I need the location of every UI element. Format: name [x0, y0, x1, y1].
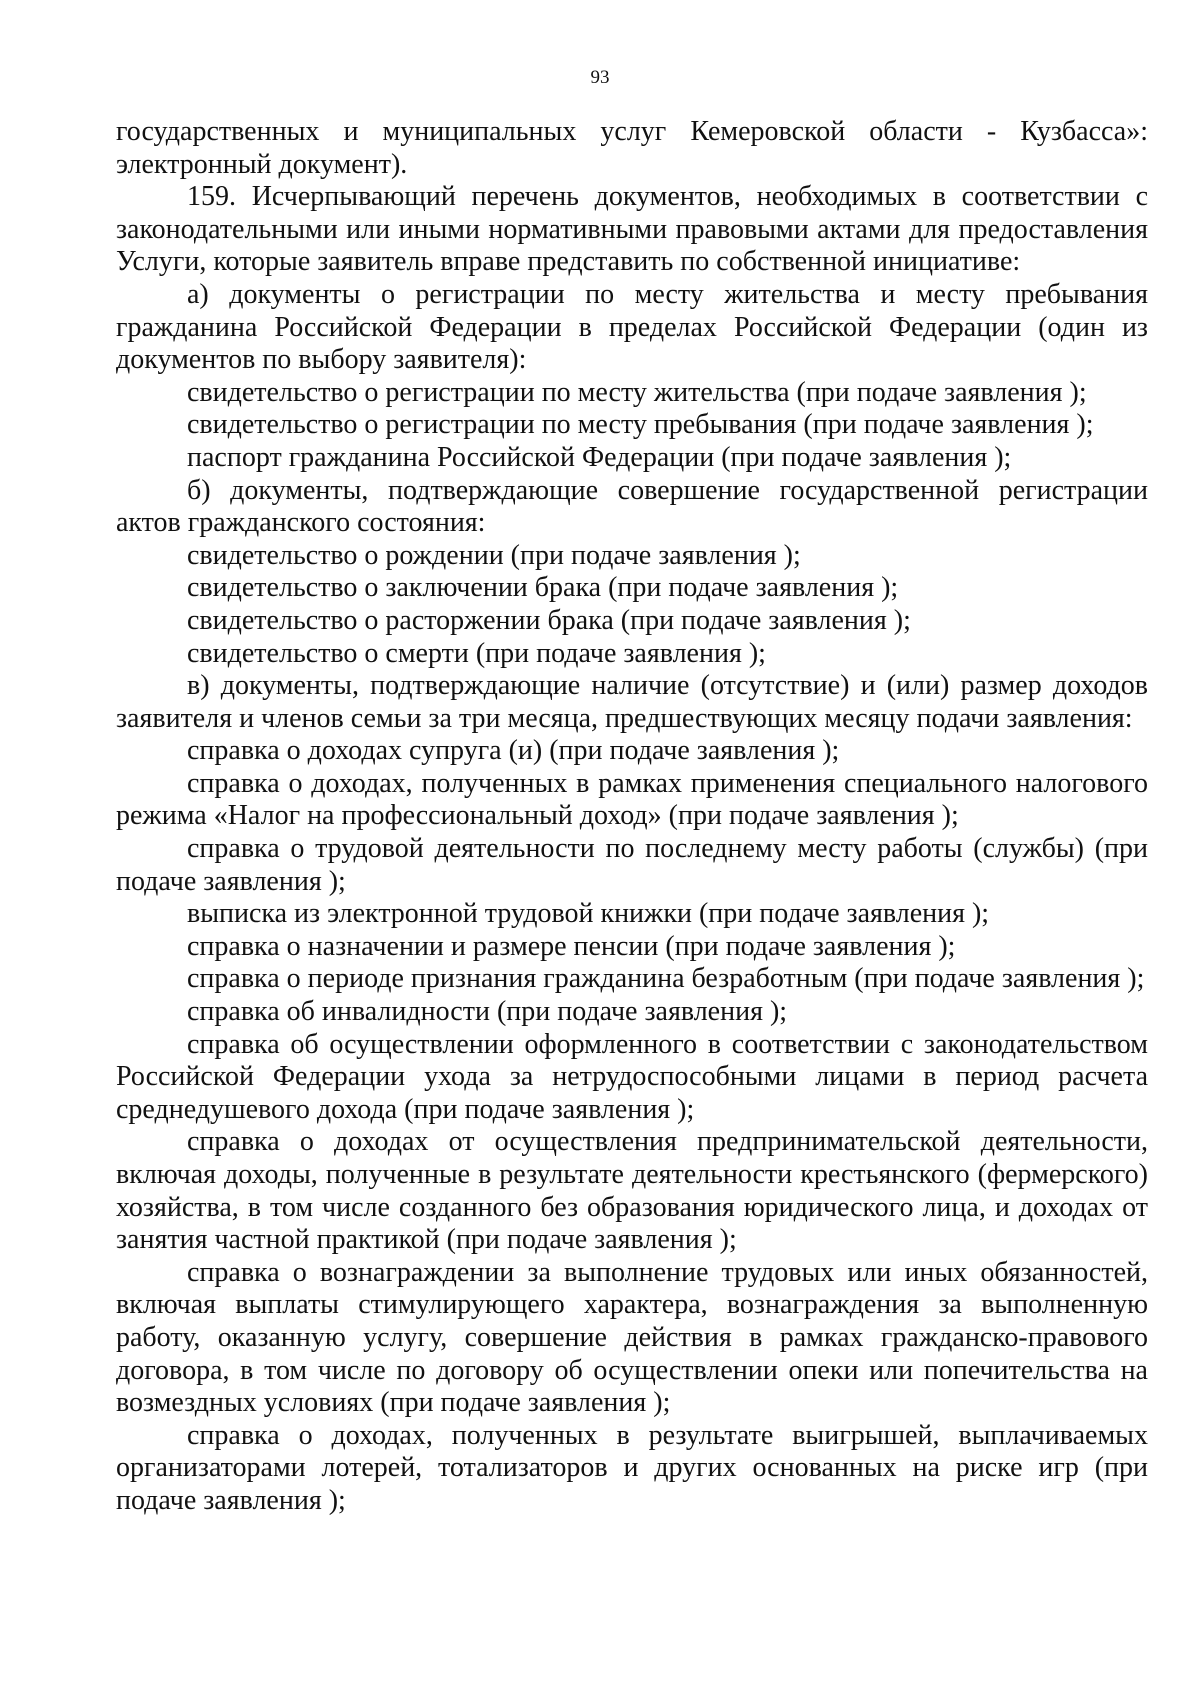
paragraph: справка об осуществлении оформленного в соответствии с законодательством Российской Федерации ухода за нетрудоспособными лицами в период расчета среднедушевого дохода (при подаче заявления ); — [116, 1028, 1148, 1125]
paragraph: справка о доходах, полученных в рамках применения специального налогового режима «Налог на профессиональный доход» (при подаче заявления ); — [116, 767, 1148, 832]
paragraph: справка об инвалидности (при подаче заявления ); — [187, 996, 788, 1028]
page-number: 93 — [590, 67, 610, 88]
paragraph: б) документы, подтверждающие совершение государственной регистрации актов гражданского состояния: — [116, 474, 1148, 539]
paragraph: в) документы, подтверждающие наличие (отсутствие) и (или) размер доходов заявителя и членов семьи за три месяца, предшествующих месяцу подачи заявления: — [116, 670, 1148, 734]
paragraph: справка о доходах супруга (и) (при подаче заявления ); — [187, 735, 840, 767]
continued-paragraph: государственных и муниципальных услуг Кемеровской области - Кузбасса»: электронный документ). — [116, 116, 1148, 180]
paragraph: справка о назначении и размере пенсии (при подаче заявления ); — [187, 930, 956, 962]
paragraph: справка о трудовой деятельности по последнему месту работы (службы) (при подаче заявления ); — [116, 833, 1148, 897]
document-body — [116, 116, 1148, 1518]
paragraph: свидетельство о рождении (при подаче заявления ); — [187, 539, 801, 571]
paragraph: свидетельство о расторжении брака (при подаче заявления ); — [187, 604, 911, 636]
paragraph: свидетельство о смерти (при подаче заявления ); — [187, 637, 766, 669]
paragraph: а) документы о регистрации по месту жительства и месту пребывания гражданина Российской Федерации в пределах Российской Федерации (один из документов по выбору заявителя): — [116, 278, 1148, 376]
paragraph: справка о доходах от осуществления предпринимательской деятельности, включая доходы, полученные в результате деятельности крестьянского (фермерского) хозяйства, в том числе созданного без образования юридического лица, и доходах от занятия частной практикой (при подаче заявления ); — [116, 1126, 1148, 1256]
paragraph: выписка из электронной трудовой книжки (при подаче заявления ); — [187, 898, 990, 930]
paragraph: 159. Исчерпывающий перечень документов, необходимых в соответствии с законодательными или иными нормативными правовыми актами для предоставления Услуги, которые заявитель вправе представить по собственной инициативе: — [116, 181, 1148, 278]
paragraph: свидетельство о заключении брака (при подаче заявления ); — [187, 572, 899, 604]
paragraph: свидетельство о регистрации по месту жительства (при подаче заявления ); — [187, 376, 1087, 408]
paragraph: свидетельство о регистрации по месту пребывания (при подаче заявления ); — [187, 409, 1094, 441]
paragraph: справка о периоде признания гражданина безработным (при подаче заявления ); — [187, 963, 1145, 995]
paragraph: паспорт гражданина Российской Федерации (при подаче заявления ); — [187, 441, 1012, 473]
paragraph: справка о доходах, полученных в результате выигрышей, выплачиваемых организаторами лотерей, тотализаторов и других основанных на риске игр (при подаче заявления ); — [116, 1419, 1148, 1516]
paragraph: справка о вознаграждении за выполнение трудовых или иных обязанностей, включая выплаты стимулирующего характера, вознаграждения за выполненную работу, оказанную услугу, совершение действия в рамках гражданско-правового договора, в том числе по договору об осуществлении опеки или попечительства на возмездных условиях (при подаче заявления ); — [116, 1256, 1148, 1419]
